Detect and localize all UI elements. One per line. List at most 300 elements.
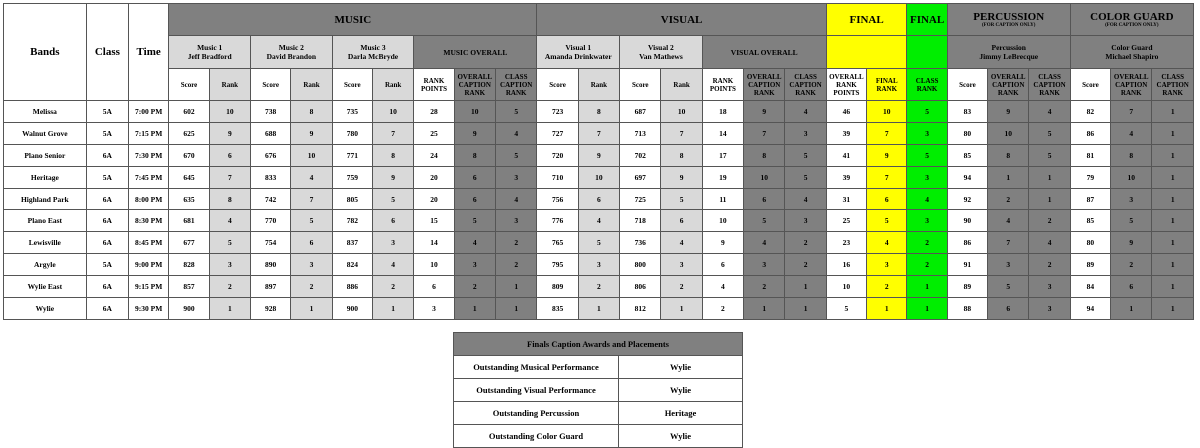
performance-time: 7:30 PM (129, 144, 169, 166)
overall-rank-points: 39 (826, 166, 866, 188)
col-rank: Rank (209, 69, 250, 101)
performance-time: 9:00 PM (129, 254, 169, 276)
col-rank: Rank (578, 69, 619, 101)
visual1-score: 723 (537, 101, 578, 123)
music1-score: 645 (169, 166, 209, 188)
music1-score: 828 (169, 254, 209, 276)
percussion-class-caption-rank: 4 (1029, 101, 1070, 123)
table-row (4, 101, 1194, 123)
col-overall-rank-points: OVERALL RANK POINTS (826, 69, 866, 101)
percussion-score: 94 (947, 166, 987, 188)
music-class-caption-rank: 4 (495, 122, 536, 144)
visual1-rank: 6 (578, 188, 619, 210)
visual-class-caption-rank: 1 (785, 298, 826, 320)
class-rank: 2 (907, 254, 947, 276)
visual1-rank: 3 (578, 254, 619, 276)
final-rank: 7 (867, 122, 907, 144)
music2-rank: 8 (291, 101, 332, 123)
col-score: Score (947, 69, 987, 101)
music2-score: 833 (251, 166, 291, 188)
percussion-overall-caption-rank: 2 (988, 188, 1029, 210)
class-rank: 3 (907, 122, 947, 144)
final-sub-blank (826, 36, 907, 69)
visual-rank-points: 6 (702, 254, 743, 276)
percussion-score: 89 (947, 276, 987, 298)
visual-overall-caption-rank: 6 (744, 188, 785, 210)
music3-score: 837 (332, 232, 372, 254)
visual-class-caption-rank: 5 (785, 166, 826, 188)
overall-rank-points: 16 (826, 254, 866, 276)
visual1-judge: Amanda Drinkwater (544, 52, 612, 61)
class-rank: 3 (907, 166, 947, 188)
visual1-rank: 2 (578, 276, 619, 298)
table-row (4, 122, 1194, 144)
award-label: Outstanding Musical Performance (454, 356, 619, 379)
color-guard-header (1070, 4, 1193, 36)
music1-rank: 7 (209, 166, 250, 188)
percussion-score: 92 (947, 188, 987, 210)
color-guard-overall-caption-rank: 1 (1111, 298, 1152, 320)
music-rank-points: 20 (414, 166, 454, 188)
table-row (4, 188, 1194, 210)
col-score: Score (169, 69, 209, 101)
overall-rank-points: 10 (826, 276, 866, 298)
music3-rank: 6 (372, 210, 413, 232)
visual-overall-caption-rank: 9 (744, 101, 785, 123)
band-class: 6A (86, 276, 128, 298)
table-row (4, 210, 1194, 232)
band-class: 6A (86, 210, 128, 232)
visual-rank-points: 14 (702, 122, 743, 144)
music3-score: 805 (332, 188, 372, 210)
percussion-class-caption-rank: 2 (1029, 254, 1070, 276)
visual1-title: Visual 1 (565, 43, 592, 52)
visual2-judge: Van Mathews (639, 52, 683, 61)
percussion-overall-caption-rank: 5 (988, 276, 1029, 298)
music2-rank: 6 (291, 232, 332, 254)
visual-class-caption-rank: 4 (785, 101, 826, 123)
visual2-rank: 10 (661, 101, 702, 123)
music-overall-caption-rank: 5 (454, 210, 495, 232)
final-header-2: FINAL (907, 4, 947, 36)
visual1-score: 835 (537, 298, 578, 320)
award-winner: Wylie (619, 379, 743, 402)
music-header: MUSIC (169, 4, 537, 36)
music1-header (169, 36, 251, 69)
table-row (4, 254, 1194, 276)
visual-overall-caption-rank: 4 (744, 232, 785, 254)
visual1-score: 727 (537, 122, 578, 144)
music1-rank: 9 (209, 122, 250, 144)
band-name: Lewisville (4, 232, 87, 254)
percussion-score: 80 (947, 122, 987, 144)
music-class-caption-rank: 3 (495, 210, 536, 232)
color-guard-judge: Michael Shapiro (1105, 52, 1159, 61)
final-rank: 3 (867, 254, 907, 276)
color-guard-score: 82 (1070, 101, 1110, 123)
music2-title: Music 2 (278, 43, 304, 52)
awards-table (453, 332, 743, 448)
visual2-score: 718 (620, 210, 661, 232)
visual-class-caption-rank: 2 (785, 232, 826, 254)
music1-score: 625 (169, 122, 209, 144)
award-winner: Wylie (619, 356, 743, 379)
color-guard-overall-caption-rank: 3 (1111, 188, 1152, 210)
music-rank-points: 3 (414, 298, 454, 320)
visual1-rank: 10 (578, 166, 619, 188)
music-class-caption-rank: 5 (495, 101, 536, 123)
music2-score: 754 (251, 232, 291, 254)
music3-rank: 10 (372, 101, 413, 123)
music1-score: 670 (169, 144, 209, 166)
col-score: Score (251, 69, 291, 101)
music3-score: 900 (332, 298, 372, 320)
visual2-rank: 3 (661, 254, 702, 276)
percussion-overall-caption-rank: 4 (988, 210, 1029, 232)
color-guard-class-caption-rank: 1 (1152, 298, 1194, 320)
color-guard-score: 86 (1070, 122, 1110, 144)
music-rank-points: 24 (414, 144, 454, 166)
visual1-score: 710 (537, 166, 578, 188)
visual1-rank: 8 (578, 101, 619, 123)
music2-score: 928 (251, 298, 291, 320)
visual-rank-points: 17 (702, 144, 743, 166)
visual-class-caption-rank: 1 (785, 276, 826, 298)
color-guard-class-caption-rank: 1 (1152, 232, 1194, 254)
visual-overall-caption-rank: 1 (744, 298, 785, 320)
music1-score: 635 (169, 188, 209, 210)
music2-score: 676 (251, 144, 291, 166)
visual-header: VISUAL (537, 4, 826, 36)
visual2-score: 812 (620, 298, 661, 320)
music-class-caption-rank: 1 (495, 276, 536, 298)
visual1-rank: 5 (578, 232, 619, 254)
visual2-score: 736 (620, 232, 661, 254)
music2-rank: 2 (291, 276, 332, 298)
bands-header: Bands (4, 4, 87, 101)
final-header: FINAL (826, 4, 907, 36)
music3-rank: 7 (372, 122, 413, 144)
percussion-class-caption-rank: 3 (1029, 298, 1070, 320)
music-rank-points: 20 (414, 188, 454, 210)
percussion-class-caption-rank: 3 (1029, 276, 1070, 298)
music1-score: 857 (169, 276, 209, 298)
music-overall-caption-rank: 1 (454, 298, 495, 320)
table-row (4, 298, 1194, 320)
percussion-header (947, 4, 1070, 36)
music-rank-points: 28 (414, 101, 454, 123)
music3-rank: 1 (372, 298, 413, 320)
final-rank: 4 (867, 232, 907, 254)
col-class-caption-rank: CLASS CAPTION RANK (495, 69, 536, 101)
percussion-overall-caption-rank: 1 (988, 166, 1029, 188)
performance-time: 7:45 PM (129, 166, 169, 188)
visual-overall-caption-rank: 3 (744, 254, 785, 276)
results-rows (4, 101, 1194, 320)
music-overall-caption-rank: 6 (454, 188, 495, 210)
visual1-score: 756 (537, 188, 578, 210)
color-guard-class-caption-rank: 1 (1152, 254, 1194, 276)
overall-rank-points: 41 (826, 144, 866, 166)
music-overall-header: MUSIC OVERALL (414, 36, 537, 69)
band-name: Plano Senior (4, 144, 87, 166)
music3-rank: 9 (372, 166, 413, 188)
band-name: Wylie (4, 298, 87, 320)
music1-rank: 3 (209, 254, 250, 276)
visual1-score: 765 (537, 232, 578, 254)
table-row (4, 166, 1194, 188)
visual-rank-points: 2 (702, 298, 743, 320)
music3-score: 759 (332, 166, 372, 188)
color-guard-overall-caption-rank: 10 (1111, 166, 1152, 188)
music-class-caption-rank: 2 (495, 254, 536, 276)
final-rank: 1 (867, 298, 907, 320)
final-rank: 6 (867, 188, 907, 210)
band-name: Argyle (4, 254, 87, 276)
color-guard-sub: Color Guard (1111, 43, 1153, 52)
visual1-score: 776 (537, 210, 578, 232)
band-class: 5A (86, 122, 128, 144)
class-rank: 5 (907, 101, 947, 123)
performance-time: 8:45 PM (129, 232, 169, 254)
percussion-judge: Jimmy LeBrecque (979, 52, 1039, 61)
music-rank-points: 15 (414, 210, 454, 232)
performance-time: 7:00 PM (129, 101, 169, 123)
music3-score: 824 (332, 254, 372, 276)
music1-score: 681 (169, 210, 209, 232)
music-class-caption-rank: 4 (495, 188, 536, 210)
percussion-score: 88 (947, 298, 987, 320)
color-guard-note: (FOR CAPTION ONLY) (1105, 23, 1159, 28)
music1-rank: 2 (209, 276, 250, 298)
col-rank: Rank (372, 69, 413, 101)
color-guard-overall-caption-rank: 6 (1111, 276, 1152, 298)
visual-overall-caption-rank: 5 (744, 210, 785, 232)
visual2-title: Visual 2 (648, 43, 674, 52)
color-guard-class-caption-rank: 1 (1152, 188, 1194, 210)
music-overall-caption-rank: 2 (454, 276, 495, 298)
visual2-score: 800 (620, 254, 661, 276)
col-overall-caption-rank: OVERALL CAPTION RANK (454, 69, 495, 101)
music1-judge: Jeff Bradford (187, 52, 232, 61)
percussion-class-caption-rank: 1 (1029, 188, 1070, 210)
color-guard-score: 85 (1070, 210, 1110, 232)
music-rank-points: 25 (414, 122, 454, 144)
color-guard-overall-caption-rank: 8 (1111, 144, 1152, 166)
music-overall-caption-rank: 8 (454, 144, 495, 166)
visual1-rank: 7 (578, 122, 619, 144)
music2-rank: 4 (291, 166, 332, 188)
visual-rank-points: 11 (702, 188, 743, 210)
music2-header (251, 36, 333, 69)
overall-rank-points: 46 (826, 101, 866, 123)
final-rank: 9 (867, 144, 907, 166)
award-winner: Wylie (619, 425, 743, 448)
music3-rank: 2 (372, 276, 413, 298)
music1-rank: 10 (209, 101, 250, 123)
visual-rank-points: 9 (702, 232, 743, 254)
music-class-caption-rank: 3 (495, 166, 536, 188)
award-label: Outstanding Percussion (454, 402, 619, 425)
music-rank-points: 6 (414, 276, 454, 298)
music-overall-caption-rank: 10 (454, 101, 495, 123)
performance-time: 7:15 PM (129, 122, 169, 144)
visual1-score: 795 (537, 254, 578, 276)
color-guard-score: 87 (1070, 188, 1110, 210)
percussion-score: 86 (947, 232, 987, 254)
color-guard-score: 94 (1070, 298, 1110, 320)
music3-title: Music 3 (360, 43, 386, 52)
visual-overall-caption-rank: 10 (744, 166, 785, 188)
music1-title: Music 1 (197, 43, 223, 52)
col-class-caption-rank: CLASS CAPTION RANK (1152, 69, 1194, 101)
visual2-rank: 4 (661, 232, 702, 254)
class-rank: 5 (907, 144, 947, 166)
visual1-score: 809 (537, 276, 578, 298)
visual-overall-header: VISUAL OVERALL (702, 36, 826, 69)
music-rank-points: 14 (414, 232, 454, 254)
music3-judge: Darla McBryde (347, 52, 399, 61)
visual2-rank: 9 (661, 166, 702, 188)
performance-time: 9:30 PM (129, 298, 169, 320)
music-class-caption-rank: 2 (495, 232, 536, 254)
class-header: Class (86, 4, 128, 101)
class-rank: 1 (907, 276, 947, 298)
color-guard-class-caption-rank: 1 (1152, 101, 1194, 123)
overall-rank-points: 5 (826, 298, 866, 320)
music1-score: 677 (169, 232, 209, 254)
class-rank: 1 (907, 298, 947, 320)
color-guard-overall-caption-rank: 4 (1111, 122, 1152, 144)
music-rank-points: 10 (414, 254, 454, 276)
music-class-caption-rank: 5 (495, 144, 536, 166)
color-guard-class-caption-rank: 1 (1152, 276, 1194, 298)
music3-score: 735 (332, 101, 372, 123)
award-label: Outstanding Visual Performance (454, 379, 619, 402)
band-name: Wylie East (4, 276, 87, 298)
table-row (4, 144, 1194, 166)
col-class-caption-rank: CLASS CAPTION RANK (785, 69, 826, 101)
percussion-score: 85 (947, 144, 987, 166)
visual2-score: 725 (620, 188, 661, 210)
visual-rank-points: 18 (702, 101, 743, 123)
music3-score: 782 (332, 210, 372, 232)
overall-rank-points: 39 (826, 122, 866, 144)
col-overall-caption-rank: OVERALL CAPTION RANK (1111, 69, 1152, 101)
music3-score: 780 (332, 122, 372, 144)
class-rank: 3 (907, 210, 947, 232)
music1-rank: 4 (209, 210, 250, 232)
color-guard-score: 79 (1070, 166, 1110, 188)
band-name: Heritage (4, 166, 87, 188)
visual-rank-points: 19 (702, 166, 743, 188)
music-overall-caption-rank: 4 (454, 232, 495, 254)
class-rank: 4 (907, 188, 947, 210)
visual2-rank: 7 (661, 122, 702, 144)
color-guard-score: 80 (1070, 232, 1110, 254)
overall-rank-points: 31 (826, 188, 866, 210)
percussion-class-caption-rank: 1 (1029, 166, 1070, 188)
col-class-rank: CLASS RANK (907, 69, 947, 101)
band-class: 5A (86, 166, 128, 188)
awards-title: Finals Caption Awards and Placements (454, 333, 743, 356)
col-rank-points: RANK POINTS (414, 69, 454, 101)
percussion-note: (FOR CAPTION ONLY) (982, 23, 1036, 28)
col-score: Score (1070, 69, 1110, 101)
color-guard-class-caption-rank: 1 (1152, 210, 1194, 232)
percussion-overall-caption-rank: 10 (988, 122, 1029, 144)
music2-judge: David Brandon (266, 52, 317, 61)
music3-header (332, 36, 414, 69)
percussion-class-caption-rank: 5 (1029, 144, 1070, 166)
percussion-overall-caption-rank: 9 (988, 101, 1029, 123)
music1-rank: 1 (209, 298, 250, 320)
color-guard-score: 84 (1070, 276, 1110, 298)
music2-score: 738 (251, 101, 291, 123)
visual2-score: 697 (620, 166, 661, 188)
overall-rank-points: 23 (826, 232, 866, 254)
col-class-caption-rank: CLASS CAPTION RANK (1029, 69, 1070, 101)
color-guard-overall-caption-rank: 7 (1111, 101, 1152, 123)
music3-rank: 3 (372, 232, 413, 254)
band-name: Melissa (4, 101, 87, 123)
percussion-score: 83 (947, 101, 987, 123)
color-guard-overall-caption-rank: 9 (1111, 232, 1152, 254)
percussion-title: PERCUSSION (973, 11, 1045, 23)
visual2-rank: 1 (661, 298, 702, 320)
percussion-class-caption-rank: 5 (1029, 122, 1070, 144)
music1-rank: 5 (209, 232, 250, 254)
percussion-overall-caption-rank: 3 (988, 254, 1029, 276)
col-overall-caption-rank: OVERALL CAPTION RANK (744, 69, 785, 101)
visual-rank-points: 4 (702, 276, 743, 298)
performance-time: 8:00 PM (129, 188, 169, 210)
music2-score: 742 (251, 188, 291, 210)
performance-time: 8:30 PM (129, 210, 169, 232)
visual2-rank: 8 (661, 144, 702, 166)
results-table (3, 3, 1194, 320)
music2-score: 770 (251, 210, 291, 232)
band-class: 6A (86, 298, 128, 320)
col-rank: Rank (291, 69, 332, 101)
col-overall-caption-rank: OVERALL CAPTION RANK (988, 69, 1029, 101)
visual2-score: 702 (620, 144, 661, 166)
color-guard-class-caption-rank: 1 (1152, 166, 1194, 188)
visual-class-caption-rank: 5 (785, 144, 826, 166)
band-name: Highland Park (4, 188, 87, 210)
visual1-rank: 9 (578, 144, 619, 166)
color-guard-score: 81 (1070, 144, 1110, 166)
band-class: 6A (86, 232, 128, 254)
color-guard-class-caption-rank: 1 (1152, 144, 1194, 166)
music2-score: 688 (251, 122, 291, 144)
music3-rank: 8 (372, 144, 413, 166)
music-overall-caption-rank: 6 (454, 166, 495, 188)
band-class: 6A (86, 144, 128, 166)
col-score: Score (537, 69, 578, 101)
visual-class-caption-rank: 4 (785, 188, 826, 210)
visual-rank-points: 10 (702, 210, 743, 232)
final-rank: 2 (867, 276, 907, 298)
music2-rank: 9 (291, 122, 332, 144)
percussion-overall-caption-rank: 6 (988, 298, 1029, 320)
music-overall-caption-rank: 3 (454, 254, 495, 276)
percussion-score: 91 (947, 254, 987, 276)
percussion-class-caption-rank: 2 (1029, 210, 1070, 232)
visual-class-caption-rank: 2 (785, 254, 826, 276)
table-row (4, 232, 1194, 254)
music3-score: 771 (332, 144, 372, 166)
